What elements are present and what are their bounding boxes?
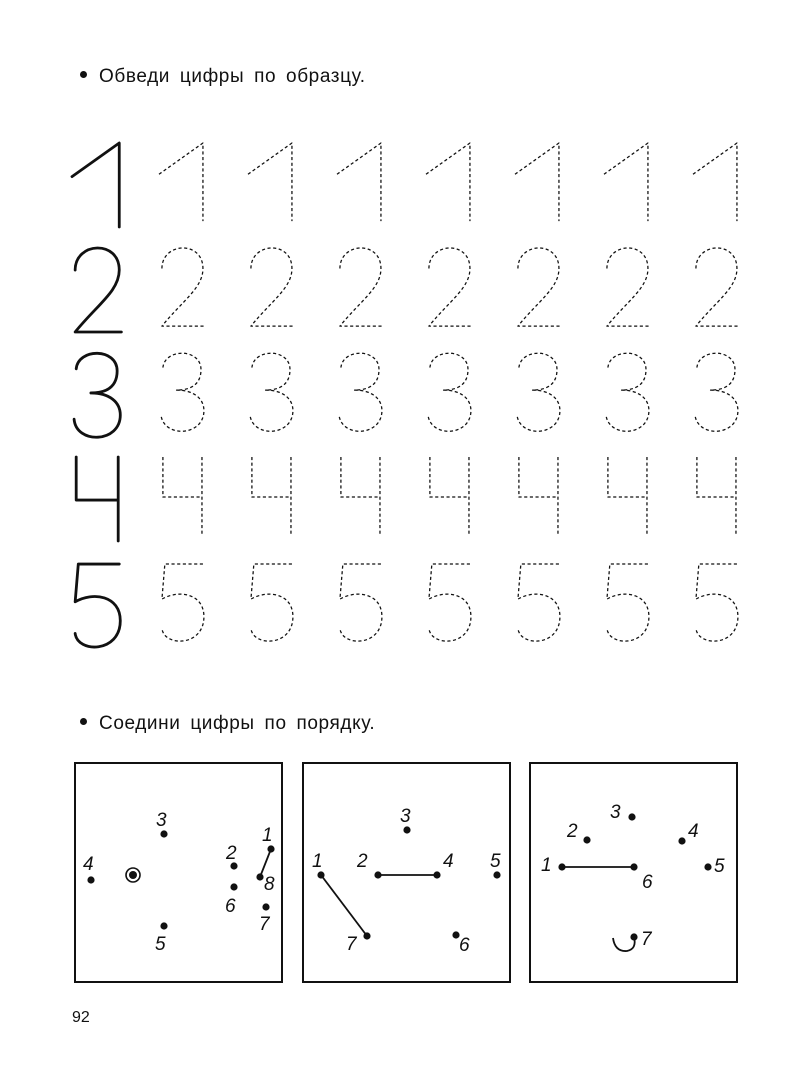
dashed-digit-4[interactable]: [430, 457, 469, 535]
dashed-digit-3[interactable]: [606, 353, 649, 431]
dashed-digit-3[interactable]: [517, 353, 560, 431]
dot-label-3: 3: [156, 810, 167, 831]
dashed-digit-1[interactable]: [426, 143, 470, 221]
connect-instruction-text: Соедини цифры по порядку.: [99, 713, 376, 734]
dot-4[interactable]: [433, 871, 440, 878]
dot-label-2: 2: [567, 821, 578, 842]
dashed-digit-4[interactable]: [163, 457, 202, 535]
trace-row-3: [74, 353, 738, 437]
dot-6[interactable]: [230, 883, 237, 890]
connect-dots-panel-3: [529, 762, 738, 983]
dot-5[interactable]: [493, 871, 500, 878]
dot-label-3: 3: [400, 806, 411, 827]
dashed-digit-5[interactable]: [162, 564, 204, 641]
model-digit-4: [76, 457, 118, 541]
dot-label-5: 5: [714, 856, 725, 877]
dots-canvas-3[interactable]: [531, 764, 740, 985]
dot-label-7: 7: [346, 934, 357, 955]
dot-7[interactable]: [363, 932, 370, 939]
trace-row-4: [76, 457, 736, 541]
dot-label-5: 5: [155, 934, 166, 955]
dashed-digit-4[interactable]: [252, 457, 291, 535]
dot-label-4: 4: [443, 851, 454, 872]
dot-2[interactable]: [583, 836, 590, 843]
dot-label-4: 4: [688, 821, 699, 842]
dashed-digit-4[interactable]: [697, 457, 736, 535]
model-digit-2: [75, 248, 121, 332]
trace-row-1: [72, 143, 737, 227]
dashed-digit-1[interactable]: [337, 143, 381, 221]
dashed-digit-5[interactable]: [696, 564, 738, 641]
dot-label-6: 6: [459, 935, 470, 956]
page-number: 92: [72, 1009, 90, 1026]
dashed-digit-3[interactable]: [161, 353, 204, 431]
dashed-digit-1[interactable]: [248, 143, 292, 221]
dot-4[interactable]: [678, 837, 685, 844]
dashed-digit-1[interactable]: [604, 143, 648, 221]
dashed-digit-2[interactable]: [429, 248, 472, 326]
trace-row-5: [75, 564, 738, 647]
dot-2[interactable]: [374, 871, 381, 878]
dot-label-1: 1: [262, 825, 273, 846]
dashed-digit-5[interactable]: [429, 564, 471, 641]
trace-row-2: [75, 248, 739, 332]
dot-label-6: 6: [225, 896, 236, 917]
dashed-digit-2[interactable]: [518, 248, 561, 326]
dot-label-1: 1: [541, 855, 552, 876]
model-digit-5: [75, 564, 120, 647]
dot-5[interactable]: [160, 922, 167, 929]
dot-label-2: 2: [357, 851, 368, 872]
dot-label-4: 4: [83, 854, 94, 875]
dot-7[interactable]: [630, 933, 637, 940]
dot-3[interactable]: [628, 813, 635, 820]
dashed-digit-3[interactable]: [428, 353, 471, 431]
dot-4[interactable]: [87, 876, 94, 883]
dot-1[interactable]: [558, 863, 565, 870]
model-digit-3: [74, 353, 120, 437]
dashed-digit-1[interactable]: [515, 143, 559, 221]
dot-label-3: 3: [610, 802, 621, 823]
dot-7[interactable]: [262, 903, 269, 910]
dashed-digit-5[interactable]: [518, 564, 560, 641]
dots-canvas-1[interactable]: [76, 764, 285, 985]
dashed-digit-2[interactable]: [251, 248, 294, 326]
dots-canvas-2[interactable]: [304, 764, 513, 985]
dashed-digit-2[interactable]: [696, 248, 739, 326]
dot-3[interactable]: [160, 830, 167, 837]
dashed-digit-4[interactable]: [608, 457, 647, 535]
dashed-digit-2[interactable]: [162, 248, 205, 326]
dashed-digit-2[interactable]: [340, 248, 383, 326]
dashed-digit-5[interactable]: [340, 564, 382, 641]
connect-instruction: [80, 713, 375, 735]
trace-instruction-text: Обведи цифры по образцу.: [99, 66, 366, 87]
dot-label-1: 1: [312, 851, 323, 872]
dashed-digit-4[interactable]: [519, 457, 558, 535]
dashed-digit-3[interactable]: [339, 353, 382, 431]
dot-8[interactable]: [256, 873, 263, 880]
dot-1[interactable]: [317, 871, 324, 878]
ear-dot: [129, 871, 137, 879]
dashed-digit-5[interactable]: [607, 564, 649, 641]
dot-label-6: 6: [642, 872, 653, 893]
connect-line: [321, 875, 367, 936]
dashed-digit-1[interactable]: [159, 143, 203, 221]
dot-1[interactable]: [267, 845, 274, 852]
bullet-icon: [80, 718, 87, 725]
dot-label-7: 7: [259, 914, 270, 935]
dashed-digit-4[interactable]: [341, 457, 380, 535]
dot-label-2: 2: [226, 843, 237, 864]
dot-label-7: 7: [641, 929, 652, 950]
dashed-digit-1[interactable]: [693, 143, 737, 221]
connect-dots-panel-1: [74, 762, 283, 983]
dot-6[interactable]: [630, 863, 637, 870]
dashed-digit-5[interactable]: [251, 564, 293, 641]
connect-dots-panel-2: [302, 762, 511, 983]
connect-line: [260, 849, 271, 877]
dashed-digit-3[interactable]: [695, 353, 738, 431]
dashed-digit-3[interactable]: [250, 353, 293, 431]
dot-3[interactable]: [403, 826, 410, 833]
dot-label-8: 8: [264, 874, 275, 895]
dot-5[interactable]: [704, 863, 711, 870]
dot-label-5: 5: [490, 851, 501, 872]
dashed-digit-2[interactable]: [607, 248, 650, 326]
model-digit-1: [72, 143, 119, 227]
